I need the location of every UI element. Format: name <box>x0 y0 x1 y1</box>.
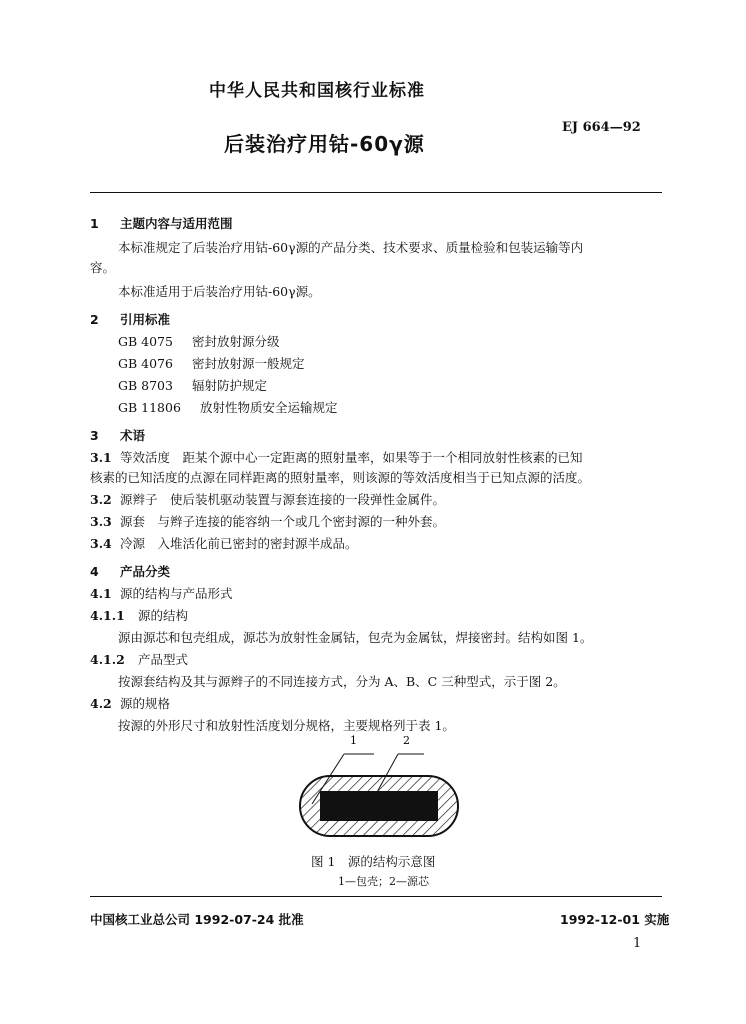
approval-date: 中国核工业总公司 1992-07-24 批准 <box>90 912 304 927</box>
standard-code: EJ 664—92 <box>562 120 641 135</box>
figure-label-2: 2 <box>403 734 410 747</box>
term-3-1-line-2: 核素的已知活度的点源在同样距离的照射量率，则该源的等效活度相当于已知点源的活度。 <box>90 470 591 485</box>
section-1-para-2: 本标准适用于后装治疗用钴-60γ源。 <box>118 284 321 299</box>
reference-item: GB 4076 密封放射源一般规定 <box>118 356 305 371</box>
clause-4-1-1-text: 源由源芯和包壳组成，源芯为放射性金属钴，包壳为金属钛，焊接密封。结构如图 1。 <box>118 630 593 645</box>
document-title: 后装治疗用钴-60γ源 <box>224 132 425 156</box>
reference-item: GB 8703 辐射防护规定 <box>118 378 268 393</box>
page-number: 1 <box>633 936 642 951</box>
section-3-heading: 3 术语 <box>90 428 146 443</box>
clause-4-1-2-text: 按源套结构及其与源辫子的不同连接方式，分为 A、B、C 三种型式，示于图 2。 <box>118 674 566 689</box>
term-3-1-line-1: 3.1 等效活度 距某个源中心一定距离的照射量率，如果等于一个相同放射性核素的已知 <box>90 450 583 465</box>
issuing-organization: 中华人民共和国核行业标准 <box>209 81 425 101</box>
clause-4-1-1: 4.1.1 源的结构 <box>90 608 189 623</box>
term-3-3: 3.3 源套 与辫子连接的能容纳一个或几个密封源的一种外套。 <box>90 514 446 529</box>
clause-4-1: 4.1 源的结构与产品形式 <box>90 586 233 601</box>
effective-date: 1992-12-01 实施 <box>560 912 670 927</box>
footer-rule <box>90 896 662 897</box>
term-3-4: 3.4 冷源 入堆活化前已密封的密封源半成品。 <box>90 536 358 551</box>
section-1-para-1-line-1: 本标准规定了后装治疗用钴-60γ源的产品分类、技术要求、质量检验和包装运输等内 <box>118 240 584 255</box>
clause-4-2-text: 按源的外形尺寸和放射性活度划分规格，主要规格列于表 1。 <box>118 718 455 733</box>
clause-4-2: 4.2 源的规格 <box>90 696 171 711</box>
header-rule <box>90 192 662 193</box>
clause-4-1-2: 4.1.2 产品型式 <box>90 652 189 667</box>
reference-item: GB 4075 密封放射源分级 <box>118 334 280 349</box>
figure-1-source-structure <box>290 730 470 850</box>
reference-item: GB 11806 放射性物质安全运输规定 <box>118 400 338 415</box>
section-1-heading: 1 主题内容与适用范围 <box>90 216 233 231</box>
section-1-para-1-line-2: 容。 <box>90 260 116 275</box>
figure-1-legend: 1—包壳；2—源芯 <box>338 875 429 888</box>
figure-1-caption: 图 1 源的结构示意图 <box>311 854 436 869</box>
term-3-2: 3.2 源辫子 使后装机驱动装置与源套连接的一段弹性金属件。 <box>90 492 446 507</box>
section-4-heading: 4 产品分类 <box>90 564 171 579</box>
figure-label-1: 1 <box>350 734 357 747</box>
source-core <box>320 791 438 821</box>
section-2-heading: 2 引用标准 <box>90 312 171 327</box>
